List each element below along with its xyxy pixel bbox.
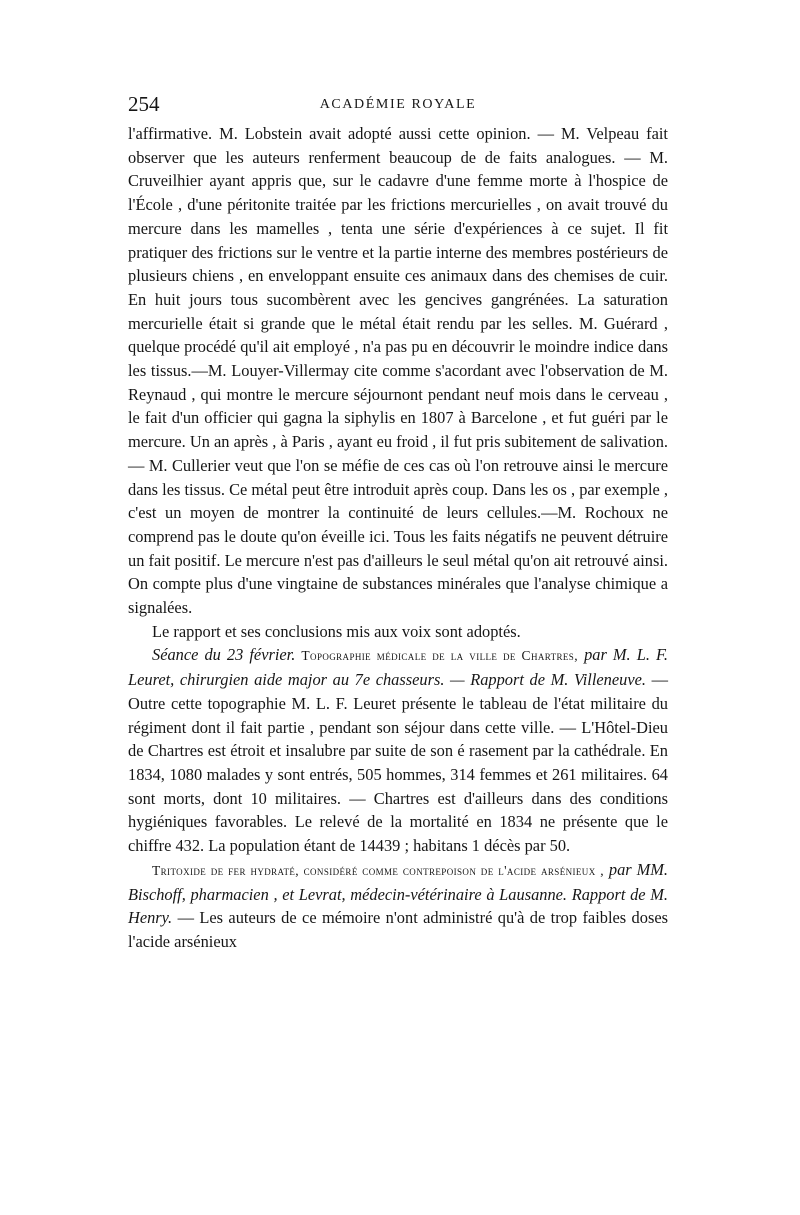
author-line-antidote: par MM. Bischoff, pharmacien , et Levrat, médecin-vétérinaire à Lausanne. Rapport de M. Henry.	[128, 859, 668, 928]
article-title-antidote: Tritoxide de fer hydraté, considéré comme contrepoison de l'acide arsénieux ,	[152, 862, 604, 878]
body-text	[128, 122, 668, 954]
article-title-chartres: Topographie médicale de la ville de Chartres,	[301, 648, 578, 664]
paragraph-chartres-body: — Outre cette topographie M. L. F. Leuret présente le tableau de l'état militaire du régiment dont il fait partie , pendant son séjour dans cette ville. — L'Hôtel-Dieu de Chartres est étroit et insalubre par suite de son é rasement par la cathédrale. En 1834, 1080 malades y sont entrés, 505 hommes, 314 femmes et 261 militaires. 64 sont morts, dont 10 militaires. — Chartres est d'ailleurs dans des conditions hygiéniques favorables. Le relevé de la mortalité en 1834 ne présente que le chiffre 432. La population étant de 14439 ; habitans 1 décès par 50.	[128, 670, 668, 856]
author-line-chartres: par M. L. F. Leuret, chirurgien aide major au 7e chasseurs. — Rapport de M. Villeneuve.	[128, 645, 668, 690]
paragraph-discussion: l'affirmative. M. Lobstein avait adopté aussi cette opinion. — M. Velpeau fait observer que les auteurs renferment beaucoup de de faits analogues. — M. Cruveilhier ayant appris que, sur le cadavre d'une femme morte à l'hospice de l'École , d'une péritonite traitée par les frictions mercurielles , on avait trouvé du mercure dans les mamelles , tenta une série d'expériences à ce sujet. Il fit pratiquer des frictions sur le ventre et la partie interne des membres postérieurs de plusieurs chiens , en enveloppant ensuite ces animaux dans des chemises de cuir. En huit jours tous sucombèrent avec les gencives gangrénées. La saturation mercurielle était si grande que le métal était rendu par les selles. M. Guérard , quelque procédé qu'il ait employé , n'a pas pu en découvrir le moindre indice dans les tissus.—M. Louyer-Villermay cite comme s'acordant avec l'observation de M. Reynaud , qui montre le mercure séjournont pendant neuf mois dans le cerveau , le fait d'un officier qui gagna la siphylis en 1807 à Barcelone , et fut guéri par le mercure. Un an après , à Paris , ayant eu froid , il fut pris subitement de salivation. — M. Cullerier veut que l'on se méfie de ces cas où l'on retrouve ainsi le mercure dans les tissus. Ce métal peut être introduit après coup. Dans les os , par exemple , c'est un moyen de montrer la continuité de leurs cellules.—M. Rochoux ne comprend pas le doute qu'on éveille ici. Tous les faits négatifs ne peuvent détruire un fait positif. Le mercure n'est pas d'ailleurs le seul métal qu'on ait retrouvé ainsi. On compte plus d'une vingtaine de substances minérales que l'analyse chimique a signalées.	[128, 124, 668, 618]
running-head	[128, 92, 668, 122]
book-page	[128, 92, 668, 954]
paragraph-adoption: Le rapport et ses conclusions mis aux voix sont adoptés.	[152, 621, 521, 641]
paragraph-chartres	[128, 643, 668, 857]
running-title: ACADÉMIE ROYALE	[319, 97, 477, 112]
session-date: Séance du 23 février.	[152, 645, 296, 665]
page-number: 254	[128, 92, 160, 116]
paragraph-antidote-body: — Les auteurs de ce mémoire n'ont administré qu'à de trop faibles doses l'acide arsénieux	[128, 908, 668, 951]
paragraph-antidote	[128, 858, 668, 954]
